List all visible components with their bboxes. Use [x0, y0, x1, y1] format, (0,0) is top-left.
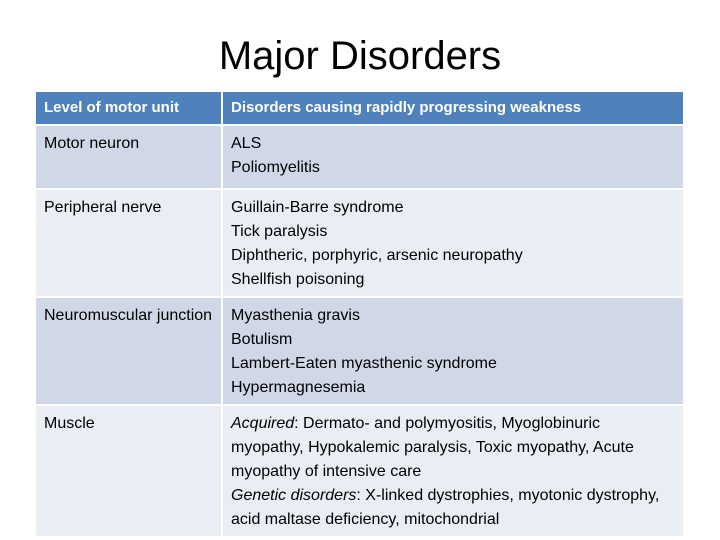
- disorder-item: Lambert-Eaten myasthenic syndrome: [231, 355, 497, 372]
- level-cell: Neuromuscular junction: [36, 297, 222, 405]
- acquired-text: : Dermato- and polymyositis, Myoglobinuric myopathy, Hypokalemic paralysis, Toxic myopathy, Acute myopathy of intensive care: [231, 415, 634, 480]
- table-row: [36, 125, 684, 189]
- disorder-item: Guillain-Barre syndrome: [231, 199, 404, 216]
- disorder-item: Myasthenia gravis: [231, 307, 360, 324]
- table-row: [36, 189, 684, 297]
- disorder-item: Poliomyelitis: [231, 159, 320, 176]
- disorders-cell: [222, 405, 684, 537]
- slide-title: Major Disorders: [218, 34, 502, 78]
- disorders-cell: [222, 297, 684, 405]
- genetic-text: : X-linked dystrophies, myotonic dystrophy, acid maltase deficiency, mitochondrial: [231, 487, 660, 528]
- genetic-paragraph: [231, 484, 675, 532]
- table-header-row: [36, 92, 684, 125]
- header-level: Level of motor unit: [36, 92, 222, 125]
- acquired-label: Acquired: [231, 415, 295, 432]
- disorder-item: Botulism: [231, 331, 293, 348]
- disorder-item: Shellfish poisoning: [231, 271, 365, 288]
- table-row: [36, 405, 684, 537]
- acquired-paragraph: [231, 412, 675, 484]
- disorder-item: Tick paralysis: [231, 223, 328, 240]
- disorder-item: ALS: [231, 135, 262, 152]
- level-cell: Motor neuron: [36, 125, 222, 189]
- genetic-label: Genetic disorders: [231, 487, 357, 504]
- disorder-item: Diphtheric, porphyric, arsenic neuropathy: [231, 247, 523, 264]
- disorders-cell: [222, 189, 684, 297]
- disorder-item: Hypermagnesemia: [231, 379, 366, 396]
- disorders-table: [36, 92, 685, 538]
- disorders-cell: [222, 125, 684, 189]
- level-cell: Muscle: [36, 405, 222, 537]
- table-row: [36, 297, 684, 405]
- header-disorders: Disorders causing rapidly progressing weakness: [222, 92, 684, 125]
- level-cell: Peripheral nerve: [36, 189, 222, 297]
